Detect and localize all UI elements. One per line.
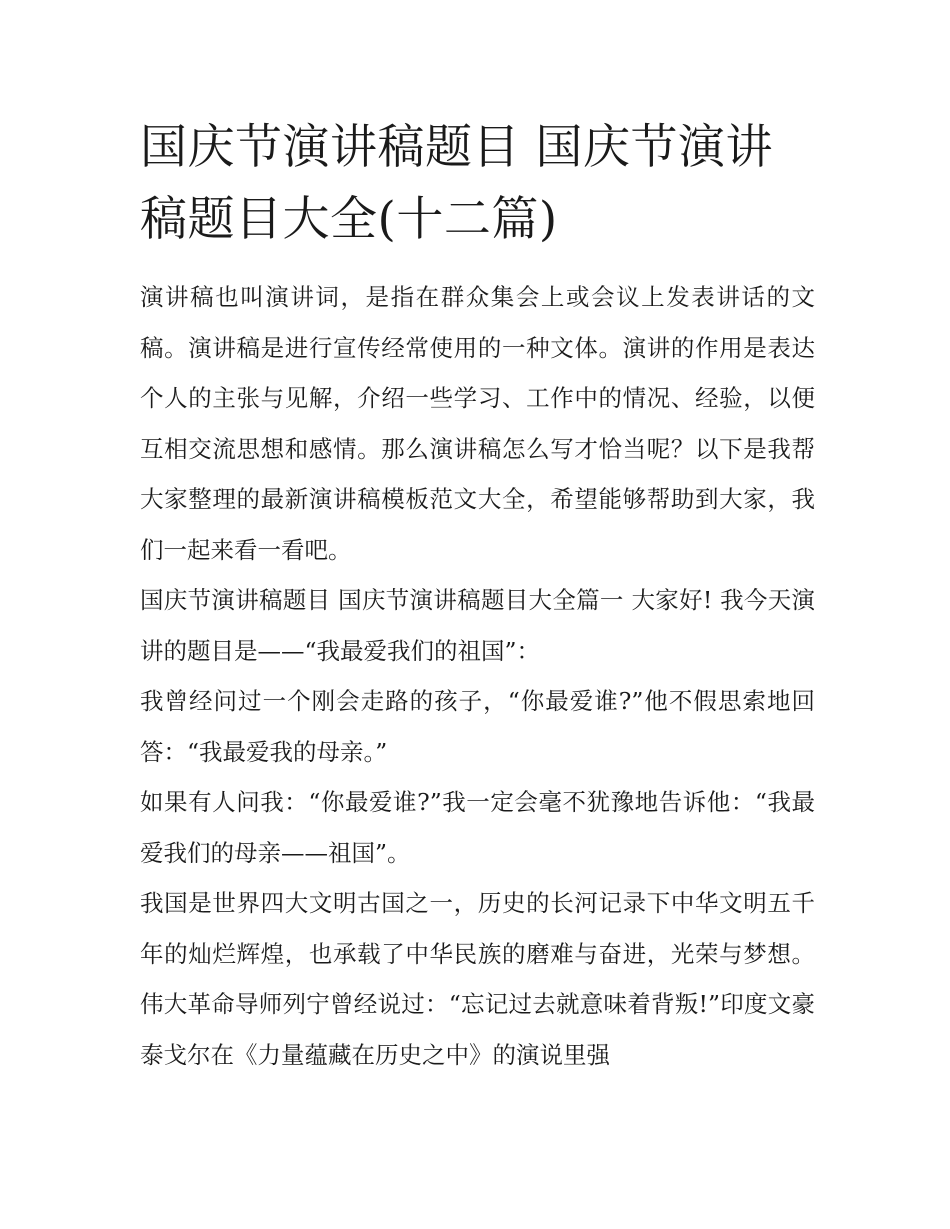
document-title: 国庆节演讲稿题目 国庆节演讲稿题目大全(十二篇) xyxy=(140,120,773,247)
paragraph-child-answer: 我曾经问过一个刚会走路的孩子，“你最爱谁?”他不假思索地回答：“我最爱我的母亲。” xyxy=(140,687,815,766)
document-page xyxy=(140,112,815,1080)
paragraph-history: 我国是世界四大文明古国之一，历史的长河记录下中华文明五千年的灿烂辉煌，也承载了中华民族的磨难与奋进，光荣与梦想。伟大革命导师列宁曾经说过：“忘记过去就意味着背叛!”印度文豪泰戈尔在《力量蕴藏在历史之中》的演说里强 xyxy=(140,889,815,1069)
paragraph-intro: 演讲稿也叫演讲词，是指在群众集会上或会议上发表讲话的文稿。演讲稿是进行宣传经常使用的一种文体。演讲的作用是表达个人的主张与见解，介绍一些学习、工作中的情况、经验，以便互相交流思想和感情。那么演讲稿怎么写才恰当呢？以下是我帮大家整理的最新演讲稿模板范文大全，希望能够帮助到大家，我们一起来看一看吧。 xyxy=(140,283,815,564)
paragraph-speech-opening: 国庆节演讲稿题目 国庆节演讲稿题目大全篇一 大家好! 我今天演讲的题目是——“我最爱我们的祖国”： xyxy=(140,586,815,665)
paragraph-my-answer: 如果有人问我：“你最爱谁?”我一定会毫不犹豫地告诉他：“我最爱我们的母亲——祖国”。 xyxy=(140,788,815,867)
